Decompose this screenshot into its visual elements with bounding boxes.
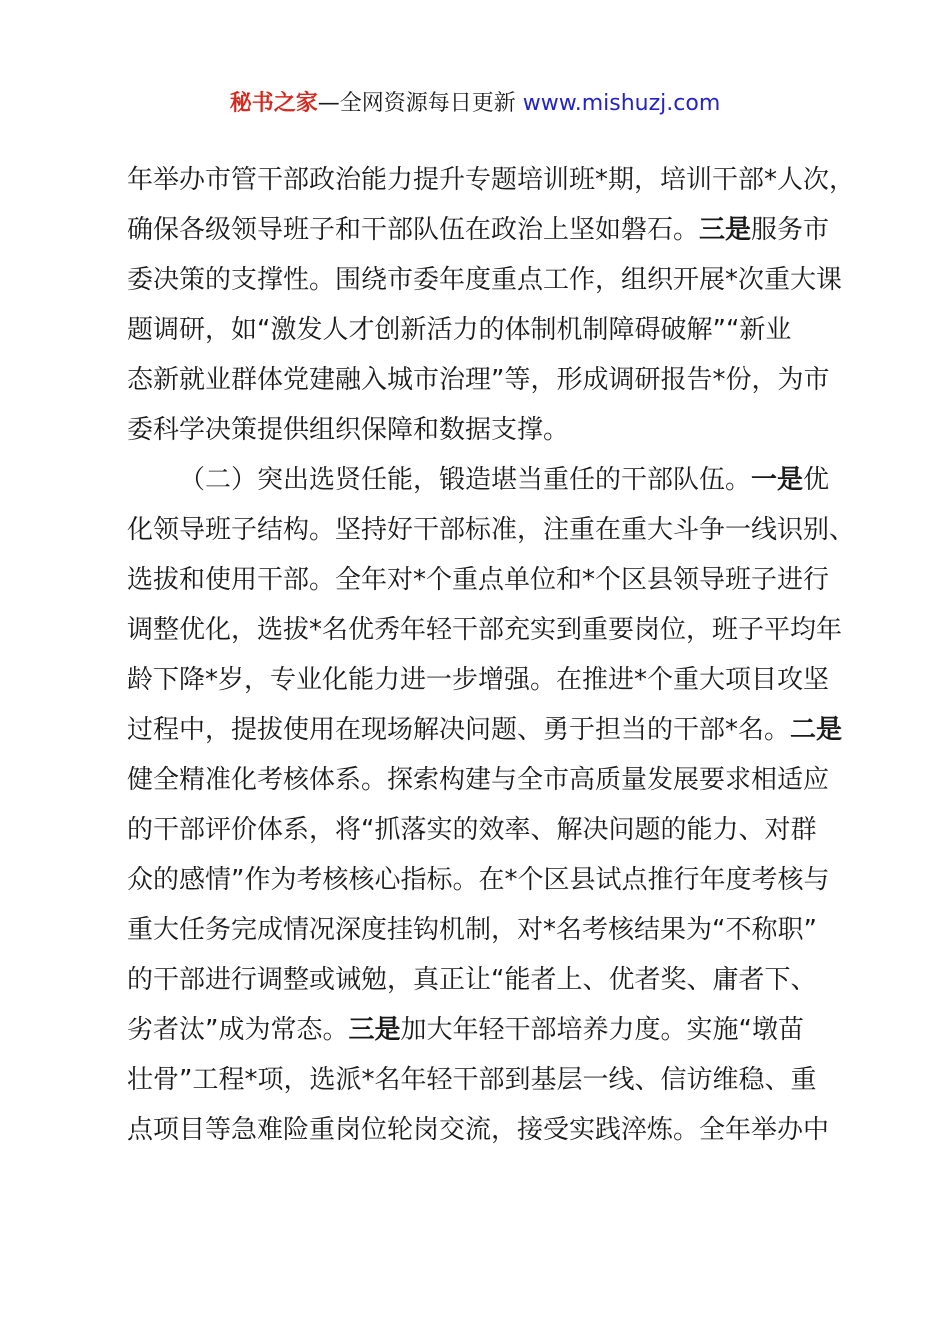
bold-keyword: 一是: [751, 465, 804, 495]
text-segment: 调整优化，选拔*名优秀年轻干部充实到重要岗位，班子平均年: [127, 615, 843, 645]
text-segment: 委科学决策提供组织保障和数据支撑。: [127, 415, 570, 445]
text-line: [127, 255, 847, 305]
text-segment: 点项目等急难险重岗位轮岗交流，接受实践淬炼。全年举办中: [127, 1115, 830, 1145]
text-line: [127, 455, 847, 505]
text-segment: 健全精准化考核体系。探索构建与全市高质量发展要求相适应: [127, 765, 830, 795]
text-line: [127, 555, 847, 605]
text-segment: 加大年轻干部培养力度。实施“墩苗: [400, 1015, 804, 1045]
text-segment: （二）突出选贤任能，锻造堪当重任的干部队伍。: [179, 465, 752, 495]
text-segment: 壮骨”工程*项，选派*名年轻干部到基层一线、信访维稳、重: [127, 1065, 817, 1095]
text-line: [127, 1055, 847, 1105]
text-segment: 众的感情”作为考核核心指标。在*个区县试点推行年度考核与: [127, 865, 830, 895]
text-segment: 优: [803, 465, 830, 495]
text-line: [127, 855, 847, 905]
text-segment: 重大任务完成情况深度挂钩机制，对*名考核结果为“不称职”: [127, 915, 817, 945]
text-line: [127, 955, 847, 1005]
text-line: [127, 305, 847, 355]
text-line: [127, 755, 847, 805]
site-url-link[interactable]: www.mishuzj.com: [522, 91, 721, 116]
text-segment: 态新就业群体党建融入城市治理”等，形成调研报告*份，为市: [127, 365, 830, 395]
text-segment: 服务市: [751, 215, 830, 245]
text-line: [127, 505, 856, 555]
text-segment: 选拔和使用干部。全年对*个重点单位和*个区县领导班子进行: [127, 565, 830, 595]
bold-keyword: 三是: [699, 215, 752, 245]
bold-keyword: 二是: [790, 715, 843, 745]
document-body: [127, 155, 856, 1155]
text-segment: 题调研，如“激发人才创新活力的体制机制障碍破解”“新业: [127, 315, 792, 345]
text-line: [127, 355, 847, 405]
text-line: [127, 205, 847, 255]
text-line: [127, 705, 847, 755]
text-segment: 的干部评价体系，将“抓落实的效率、解决问题的能力、对群: [127, 815, 817, 845]
brand-name: 秘书之家: [229, 91, 318, 116]
page-header: [0, 86, 950, 122]
bold-keyword: 三是: [348, 1015, 401, 1045]
text-segment: 化领导班子结构。坚持好干部标准，注重在重大斗争一线识别、: [127, 515, 856, 545]
text-segment: 年举办市管干部政治能力提升专题培训班*期，培训干部*人次，: [127, 165, 856, 195]
text-segment: 确保各级领导班子和干部队伍在政治上坚如磐石。: [127, 215, 700, 245]
text-line: [127, 405, 847, 455]
text-line: [127, 155, 856, 205]
text-segment: 过程中，提拔使用在现场解决问题、勇于担当的干部*名。: [127, 715, 791, 745]
text-segment: 劣者汰”成为常态。: [127, 1015, 349, 1045]
text-line: [127, 805, 847, 855]
text-line: [127, 655, 847, 705]
text-segment: 委决策的支撑性。围绕市委年度重点工作，组织开展*次重大课: [127, 265, 843, 295]
text-segment: 的干部进行调整或诫勉，真正让“能者上、优者奖、庸者下、: [127, 965, 817, 995]
text-line: [127, 1005, 847, 1055]
text-line: [127, 1105, 847, 1155]
header-tagline: —全网资源每日更新: [317, 91, 523, 116]
text-segment: 龄下降*岁，专业化能力进一步增强。在推进*个重大项目攻坚: [127, 665, 830, 695]
text-line: [127, 605, 847, 655]
text-line: [127, 905, 847, 955]
